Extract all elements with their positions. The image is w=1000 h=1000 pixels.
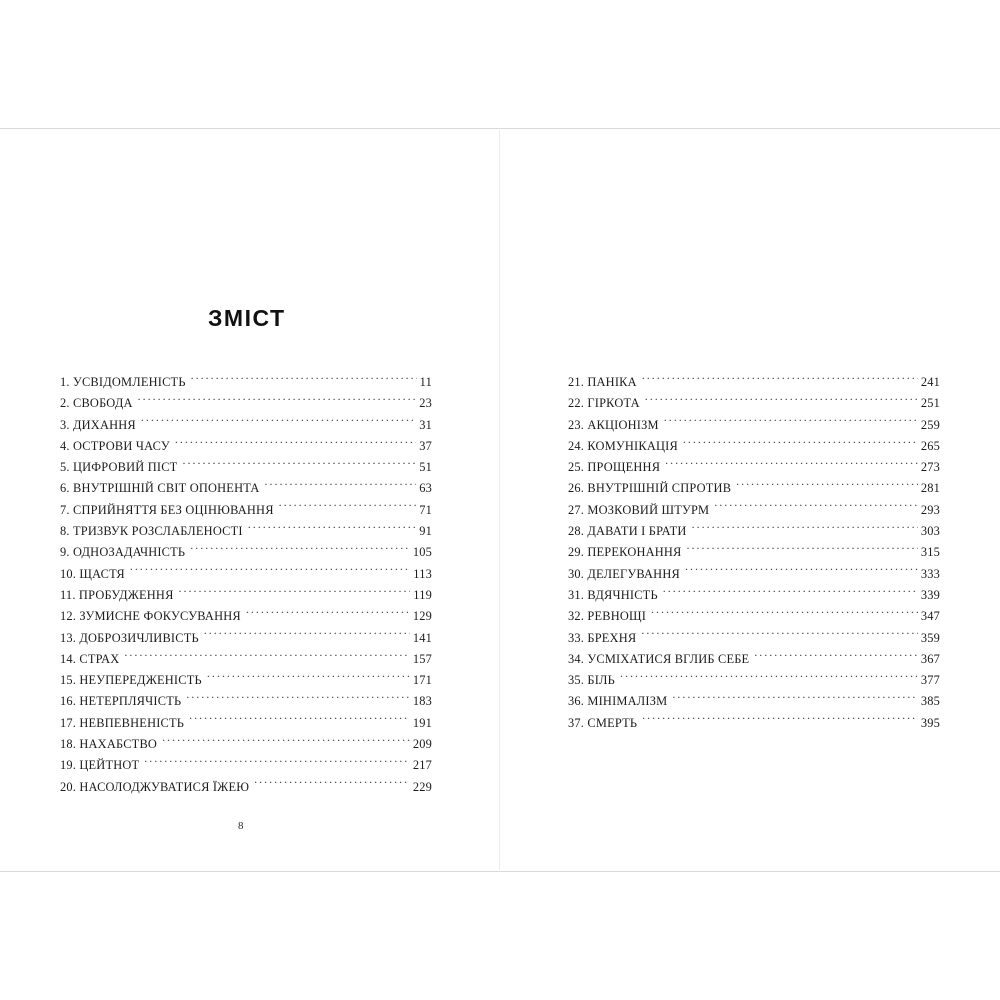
toc-entry-label: 11. ПРОБУДЖЕННЯ — [60, 587, 174, 602]
toc-entry[interactable] — [60, 542, 432, 563]
toc-entry[interactable] — [60, 670, 432, 691]
toc-entry[interactable] — [60, 606, 432, 627]
toc-entry-page: 23 — [419, 396, 432, 411]
toc-entry[interactable] — [60, 393, 432, 414]
toc-entry-label: 14. СТРАХ — [60, 651, 120, 666]
toc-entry[interactable] — [568, 691, 940, 712]
toc-leader-dots — [754, 650, 918, 662]
toc-entry-label: 30. ДЕЛЕГУВАННЯ — [568, 566, 680, 581]
toc-column-left — [60, 372, 432, 798]
toc-entry-label: 4. ОСТРОВИ ЧАСУ — [60, 438, 170, 453]
toc-leader-dots — [141, 416, 416, 428]
toc-entry-label: 5. ЦИФРОВИЙ ПІСТ — [60, 460, 178, 475]
toc-entry-page: 395 — [920, 715, 940, 730]
toc-leader-dots — [714, 501, 918, 513]
toc-entry-page: 11 — [419, 375, 432, 389]
toc-entry-label: 8. ТРИЗВУК РОЗСЛАБЛЕНОСТІ — [60, 524, 243, 539]
toc-entry-page: 241 — [920, 375, 940, 389]
toc-entry[interactable] — [60, 585, 432, 606]
toc-entry-page: 229 — [412, 779, 432, 794]
toc-leader-dots — [175, 438, 416, 450]
toc-entry[interactable] — [568, 649, 940, 670]
toc-entry-page: 303 — [920, 524, 940, 539]
toc-entry-page: 217 — [412, 758, 432, 773]
toc-entry[interactable] — [60, 478, 432, 499]
toc-leader-dots — [189, 714, 410, 726]
toc-entry-page: 141 — [412, 630, 432, 645]
toc-column-right — [568, 372, 940, 734]
toc-leader-dots — [254, 778, 410, 790]
toc-entry-label: 35. БІЛЬ — [568, 673, 615, 688]
toc-leader-dots — [182, 459, 416, 471]
toc-entry[interactable] — [568, 542, 940, 563]
toc-entry[interactable] — [568, 436, 940, 457]
toc-entry-label: 34. УСМІХАТИСЯ ВГЛИБ СЕБЕ — [568, 651, 750, 666]
toc-leader-dots — [130, 565, 410, 577]
toc-entry-page: 281 — [920, 481, 940, 496]
toc-leader-dots — [736, 480, 918, 492]
toc-entry-label: 25. ПРОЩЕННЯ — [568, 460, 661, 475]
toc-entry[interactable] — [568, 606, 940, 627]
toc-entry-page: 91 — [419, 524, 432, 539]
toc-entry[interactable] — [568, 372, 940, 393]
page-title: ЗМІСТ — [208, 305, 286, 331]
toc-entry[interactable] — [60, 713, 432, 734]
toc-entry-label: 29. ПЕРЕКОНАННЯ — [568, 545, 682, 560]
toc-entry-page: 31 — [419, 417, 432, 432]
toc-entry-label: 18. НАХАБСТВО — [60, 737, 158, 752]
toc-entry-page: 251 — [920, 396, 940, 411]
toc-entry-page: 129 — [412, 609, 432, 624]
toc-leader-dots — [645, 395, 918, 407]
toc-entry-page: 273 — [920, 460, 940, 475]
toc-leader-dots — [279, 501, 417, 513]
toc-leader-dots — [124, 650, 409, 662]
toc-leader-dots — [207, 672, 410, 684]
toc-entry-page: 183 — [412, 694, 432, 709]
toc-entry-page: 37 — [419, 438, 432, 453]
toc-entry[interactable] — [568, 393, 940, 414]
toc-entry[interactable] — [568, 415, 940, 436]
toc-entry-page: 63 — [419, 481, 432, 496]
toc-leader-dots — [162, 736, 410, 748]
toc-entry-page: 105 — [412, 545, 432, 560]
toc-entry-label: 27. МОЗКОВИЙ ШТУРМ — [568, 502, 710, 517]
toc-entry-page: 347 — [920, 609, 940, 624]
toc-entry-page: 191 — [412, 715, 432, 730]
toc-entry-label: 23. АКЦІОНІЗМ — [568, 417, 659, 432]
toc-entry-label: 16. НЕТЕРПЛЯЧІСТЬ — [60, 694, 182, 709]
toc-entry-page: 367 — [920, 651, 940, 666]
toc-entry-page: 293 — [920, 502, 940, 517]
toc-entry[interactable] — [568, 478, 940, 499]
toc-leader-dots — [651, 608, 918, 620]
toc-entry-page: 157 — [412, 651, 432, 666]
toc-entry-page: 385 — [920, 694, 940, 709]
toc-entry[interactable] — [60, 755, 432, 776]
toc-leader-dots — [246, 608, 410, 620]
toc-entry-page: 171 — [412, 673, 432, 688]
toc-entry-label: 15. НЕУПЕРЕДЖЕНІСТЬ — [60, 673, 202, 688]
toc-leader-dots — [186, 693, 410, 705]
toc-leader-dots — [663, 587, 918, 599]
toc-entry-label: 9. ОДНОЗАДАЧНІСТЬ — [60, 545, 186, 560]
toc-entry[interactable] — [568, 564, 940, 585]
toc-entry-label: 2. СВОБОДА — [60, 396, 133, 411]
toc-entry[interactable] — [60, 500, 432, 521]
toc-entry-label: 21. ПАНІКА — [568, 375, 637, 389]
toc-entry-label: 13. ДОБРОЗИЧЛИВІСТЬ — [60, 630, 199, 645]
toc-entry-label: 22. ГІРКОТА — [568, 396, 640, 411]
toc-leader-dots — [641, 629, 917, 641]
toc-entry-page: 71 — [419, 502, 432, 517]
toc-entry[interactable] — [60, 649, 432, 670]
toc-entry[interactable] — [568, 521, 940, 542]
toc-leader-dots — [179, 587, 411, 599]
toc-entry-label: 6. ВНУТРІШНІЙ СВІТ ОПОНЕНТА — [60, 481, 260, 496]
toc-entry-label: 3. ДИХАННЯ — [60, 417, 136, 432]
toc-entry[interactable] — [60, 415, 432, 436]
toc-entry[interactable] — [60, 628, 432, 649]
toc-leader-dots — [664, 416, 918, 428]
toc-entry-label: 10. ЩАСТЯ — [60, 566, 125, 581]
toc-leader-dots — [642, 374, 918, 386]
toc-entry[interactable] — [60, 564, 432, 585]
toc-leader-dots — [665, 459, 918, 471]
toc-entry-label: 24. КОМУНІКАЦІЯ — [568, 438, 678, 453]
toc-entry[interactable] — [60, 691, 432, 712]
page-number: 8 — [238, 820, 244, 832]
toc-entry-label: 12. ЗУМИСНЕ ФОКУСУВАННЯ — [60, 609, 241, 624]
toc-entry[interactable] — [568, 457, 940, 478]
toc-leader-dots — [683, 438, 918, 450]
toc-entry-label: 33. БРЕХНЯ — [568, 630, 637, 645]
toc-entry[interactable] — [568, 628, 940, 649]
toc-entry[interactable] — [568, 713, 940, 734]
toc-entry-label: 37. СМЕРТЬ — [568, 715, 638, 730]
toc-entry[interactable] — [60, 372, 432, 393]
toc-entry[interactable] — [568, 500, 940, 521]
toc-entry[interactable] — [60, 457, 432, 478]
toc-entry-page: 259 — [920, 417, 940, 432]
toc-entry-page: 315 — [920, 545, 940, 560]
toc-entry-page: 333 — [920, 566, 940, 581]
toc-entry-label: 20. НАСОЛОДЖУВАТИСЯ ЇЖЕЮ — [60, 779, 250, 794]
page-spine — [499, 128, 500, 872]
toc-leader-dots — [138, 395, 417, 407]
toc-entry-page: 209 — [412, 737, 432, 752]
toc-entry-label: 26. ВНУТРІШНІЙ СПРОТИВ — [568, 481, 732, 496]
toc-entry-page: 377 — [920, 673, 940, 688]
toc-entry[interactable] — [60, 436, 432, 457]
toc-entry-label: 36. МІНІМАЛІЗМ — [568, 694, 668, 709]
toc-leader-dots — [685, 565, 918, 577]
toc-leader-dots — [190, 544, 410, 556]
toc-leader-dots — [191, 374, 417, 386]
toc-leader-dots — [248, 523, 417, 535]
toc-leader-dots — [687, 544, 918, 556]
toc-entry[interactable] — [568, 585, 940, 606]
toc-entry-label: 1. УСВІДОМЛЕНІСТЬ — [60, 375, 186, 389]
toc-entry-label: 17. НЕВПЕВНЕНІСТЬ — [60, 715, 185, 730]
toc-leader-dots — [642, 714, 918, 726]
toc-leader-dots — [265, 480, 417, 492]
toc-leader-dots — [144, 757, 410, 769]
toc-entry[interactable] — [60, 521, 432, 542]
toc-entry-page: 113 — [413, 566, 432, 581]
toc-entry[interactable] — [60, 734, 432, 755]
toc-entry-page: 119 — [413, 587, 432, 602]
toc-entry-page: 51 — [419, 460, 432, 475]
toc-entry-label: 32. РЕВНОЩІ — [568, 609, 647, 624]
toc-entry-label: 31. ВДЯЧНІСТЬ — [568, 587, 658, 602]
toc-leader-dots — [692, 523, 918, 535]
toc-leader-dots — [204, 629, 410, 641]
toc-entry-page: 265 — [920, 438, 940, 453]
toc-entry-label: 28. ДАВАТИ І БРАТИ — [568, 524, 687, 539]
toc-leader-dots — [620, 672, 918, 684]
toc-entry-page: 359 — [920, 630, 940, 645]
toc-leader-dots — [672, 693, 917, 705]
toc-entry[interactable] — [60, 777, 432, 798]
toc-entry-page: 339 — [920, 587, 940, 602]
toc-entry-label: 7. СПРИЙНЯТТЯ БЕЗ ОЦІНЮВАННЯ — [60, 502, 274, 517]
toc-entry[interactable] — [568, 670, 940, 691]
toc-entry-label: 19. ЦЕЙТНОТ — [60, 758, 140, 773]
